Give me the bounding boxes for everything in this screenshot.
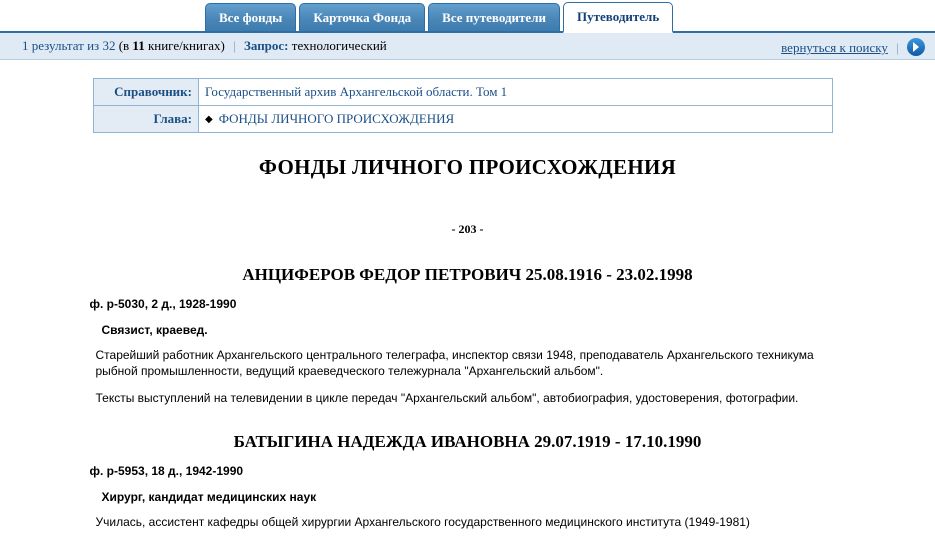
entry-paragraph: Училась, ассистент кафедры общей хирургии Архангельского государственного медицинского института (1949-1981) — [95, 515, 750, 530]
diamond-bullet-icon: ◆ — [205, 114, 213, 125]
table-row — [94, 106, 833, 133]
result-separator: | — [233, 38, 236, 53]
entry-fond: ф. р-5030, 2 д., 1928-1990 — [89, 297, 237, 311]
right-separator: | — [896, 40, 899, 55]
result-actions — [781, 38, 925, 56]
entry-paragraph: Тексты выступлений на телевидении в цикле передач "Архангельский альбом", автобиография, удостоверения, фотографии. — [95, 390, 799, 405]
chapter-value[interactable]: ФОНДЫ ЛИЧНОГО ПРОИСХОЖДЕНИЯ — [218, 111, 455, 126]
entry-name: БАТЫГИНА НАДЕЖДА ИВАНОВНА 29.07.1919 - 17.10.1990 — [233, 432, 702, 452]
books-open-paren: (в — [118, 38, 130, 53]
info-table — [93, 78, 833, 133]
entry-name: АНЦИФЕРОВ ФЕДОР ПЕТРОВИЧ 25.08.1916 - 23.02.1998 — [242, 265, 693, 284]
list-item — [88, 265, 848, 406]
books-count: 11 — [132, 38, 145, 53]
entry-fond: ф. р-5953, 18 д., 1942-1990 — [89, 464, 244, 479]
page-title: ФОНДЫ ЛИЧНОГО ПРОИСХОЖДЕНИЯ — [258, 155, 677, 179]
chapter-label: Глава: — [94, 106, 199, 133]
query-label: Запрос: — [244, 38, 289, 53]
entry-role: Хирург, кандидат медицинских наук — [101, 490, 317, 505]
books-label: книге/книгах) — [147, 38, 225, 53]
page-number: - 203 - — [451, 222, 484, 236]
info-table-wrapper — [93, 78, 833, 133]
tab-guide[interactable]: Путеводитель — [563, 2, 673, 33]
result-bar — [0, 33, 935, 60]
arrow-right-icon[interactable] — [907, 38, 925, 56]
entry-role: Связист, краевед. — [101, 323, 208, 337]
result-summary — [22, 38, 387, 54]
guide-label: Справочник: — [94, 79, 199, 106]
chapter-value-cell[interactable] — [199, 106, 833, 133]
back-to-search-link[interactable]: вернуться к поиску — [781, 40, 888, 55]
tab-all-fonds[interactable]: Все фонды — [205, 3, 296, 31]
tab-list — [205, 0, 676, 31]
entry-paragraph: Старейший работник Архангельского центрального телеграфа, инспектор связи 1948, преподаватель Архангельского техникума рыбной промышленности, ведущий краеведческого тележурнала "Архангельский альбом". — [95, 348, 814, 378]
tab-bar — [0, 0, 935, 33]
list-item — [88, 432, 848, 531]
table-row — [94, 79, 833, 106]
result-count-text: 1 результат из 32 — [22, 38, 116, 53]
tab-all-guides[interactable]: Все путеводители — [428, 3, 560, 31]
document-body — [78, 155, 858, 531]
tab-fond-card[interactable]: Карточка Фонда — [299, 3, 425, 31]
query-value: технологический — [291, 38, 387, 53]
guide-value[interactable]: Государственный архив Архангельской области. Том 1 — [199, 79, 833, 106]
